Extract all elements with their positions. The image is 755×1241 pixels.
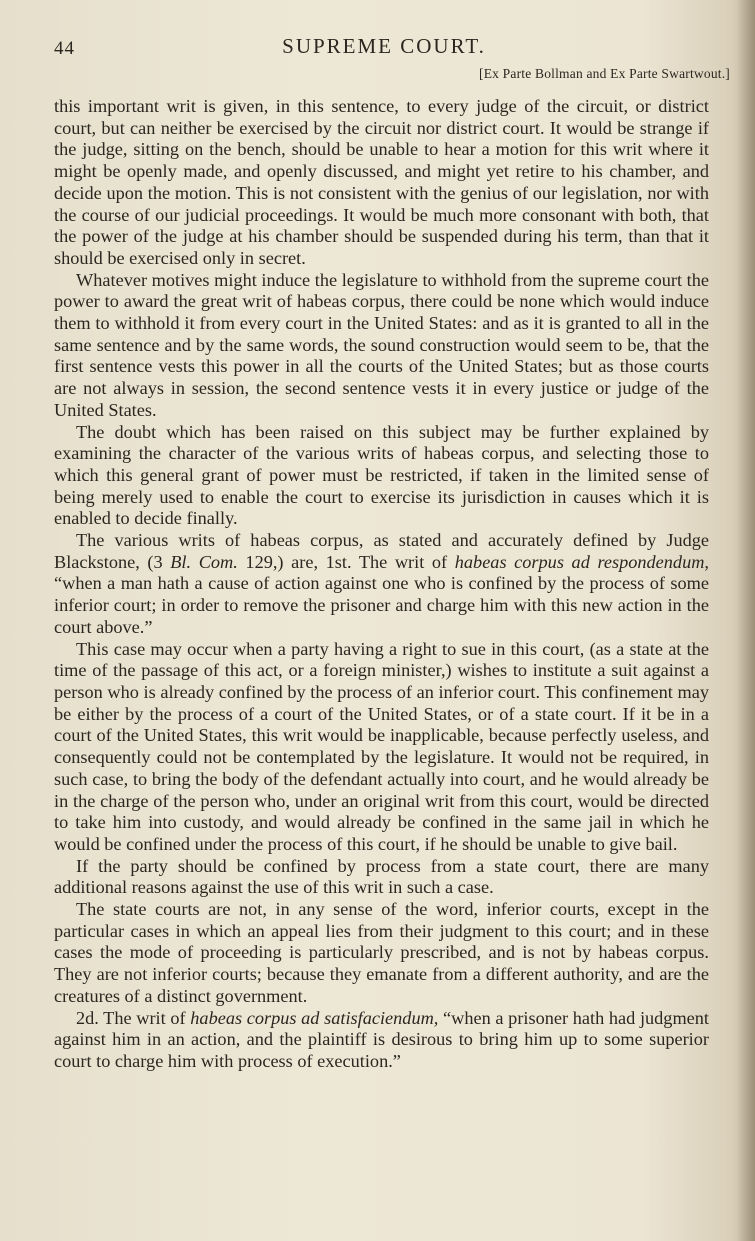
paragraph: This case may occur when a party having a right to sue in this court, (as a state at the time of the passage of this act, or a foreign minister,) wishes to institute a suit against a person who is already confined by the process of an inferior court. This confinement may be either by the process of a court of the United States, or of a state court. If it be in a court of the United States, this writ would be inapplicable, because perfectly useless, and consequently could not be contemplated by the legislature. It would not be required, in such case, to bring the body of the defendant actually into court, and he would already be in the charge of the person who, under an original writ from this court, would be directed to take him into custody, and would already be confined in the same jail in which he would be confined under the process of this court, if he should be unable to give bail.: [54, 638, 709, 854]
writ-name-italic: habeas corpus ad respondendum,: [454, 551, 709, 572]
text-run: 2d. The writ of: [76, 1007, 191, 1028]
paragraph: The doubt which has been raised on this subject may be further explained by examining the character of the various writs of habeas corpus, and selecting those to which this general grant of power must be restricted, if taken in the limited sense of being merely used to enable the court to exercise its jurisdiction in causes which it is enabled to decide finally.: [54, 421, 709, 529]
citation-italic: Bl. Com.: [170, 551, 238, 572]
paragraph-continuation: this important writ is given, in this sentence, to every judge of the circuit, or district court, but can neither be exercised by the circuit nor district court. It would be strange if the judge, sitting on the bench, should be unable to hear a motion for this writ where it might be openly made, and openly discussed, and might yet retire to his chamber, and decide upon the motion. This is not consistent with the genius of our legislation, nor with the course of our judicial proceedings. It would be much more consonant with both, that the power of the judge at his chamber should be suspended during his term, than that it should be exercised only in secret.: [54, 96, 709, 268]
text-run: “when a prisoner hath had judgment against him in an action, and the plaintiff is desirous to bring him up to some superior court to charge him with process of execution.”: [54, 1007, 709, 1071]
paragraph: If the party should be confined by process from a state court, there are many additional reasons against the use of this writ in such a case.: [54, 855, 709, 898]
case-reference: [Ex Parte Bollman and Ex Parte Swartwout.]: [479, 66, 730, 81]
page-number: 44: [54, 38, 75, 59]
text-run: The various writs of habeas corpus, as stated and accurately defined by Judge Blackstone, (3: [54, 530, 709, 572]
paragraph: Whatever motives might induce the legislature to withhold from the supreme court the power to award the great writ of habeas corpus, there could be none which would induce them to withhold it from every court in the United States: and as it is granted to all in the same sentence and by the same words, the sound construction would seem to be, that the first sentence vests this power in all the courts of the United States; but as those courts are not always in session, the second sentence vests it in every justice or judge of the United States.: [54, 269, 709, 420]
paragraph: The state courts are not, in any sense of the word, inferior courts, except in the particular cases in which an appeal lies from their judgment to this court; and in these cases the mode of proceeding is particularly prescribed, and is not by habeas corpus. They are not inferior courts; because they emanate from a different authority, and are the creatures of a distinct government.: [54, 899, 709, 1006]
paragraph-habeas-satisfaciendum: [54, 1008, 709, 1073]
text-run: 129,) are, 1st. The writ of: [237, 551, 455, 572]
page-edge-shadow: [737, 0, 755, 1241]
body-text: [54, 96, 709, 1073]
text-run: “when a man hath a cause of action against one who is confined by the process of some inferior court; in order to remove the prisoner and charge him with this new action in the court above.”: [54, 573, 709, 637]
running-head: SUPREME COURT.: [282, 34, 486, 58]
writ-name-italic: habeas corpus ad satisfaciendum,: [190, 1007, 439, 1028]
paragraph-habeas-respondendum: [54, 530, 709, 639]
page-header: [54, 32, 714, 62]
